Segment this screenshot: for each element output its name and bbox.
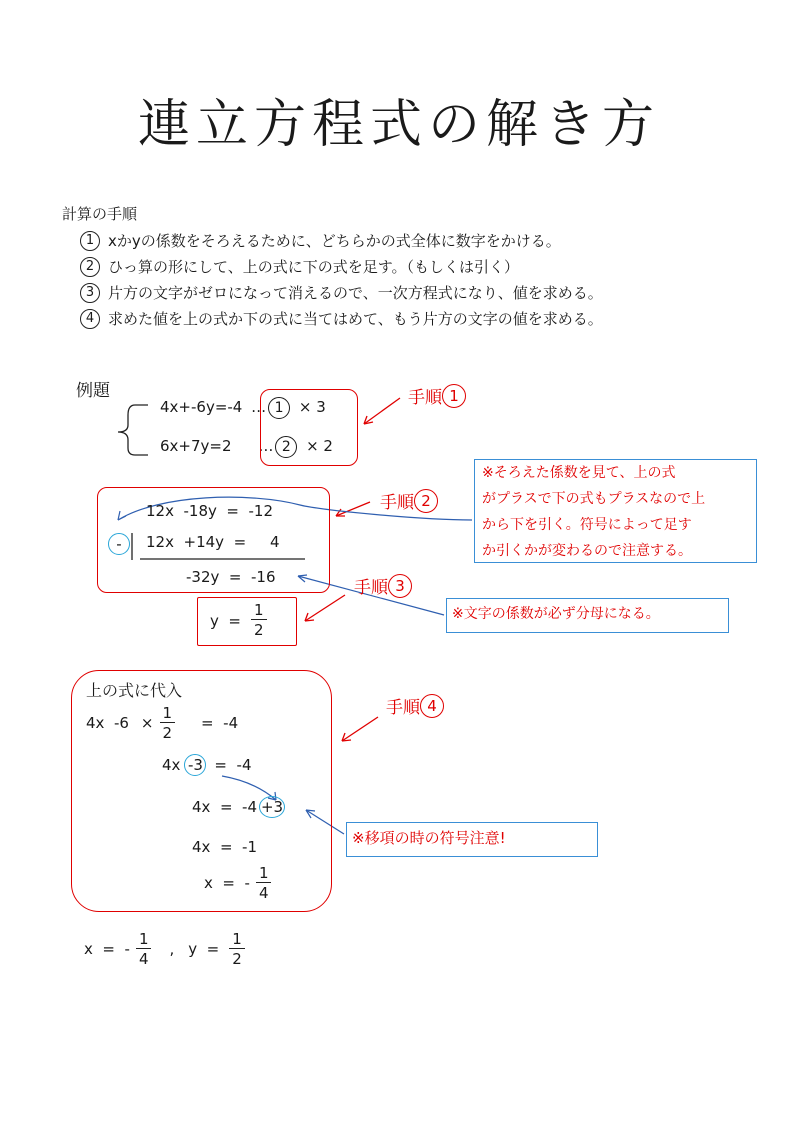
step-1-label: 手順 1 bbox=[408, 383, 466, 408]
multiplier-box bbox=[260, 389, 358, 466]
minus-circle: - bbox=[108, 533, 130, 555]
step-2-label: 手順 2 bbox=[380, 488, 438, 513]
step-text: ひっ算の形にして、上の式に下の式を足す。（もしくは引く） bbox=[108, 258, 520, 276]
plus-three-circle: +3 bbox=[260, 798, 284, 816]
page-title: 連立方程式の解き方 bbox=[137, 95, 660, 155]
fraction: $\frac{1}{4}$ bbox=[136, 930, 152, 969]
step-4-label: 手順 4 bbox=[386, 693, 444, 718]
minus-three-circle: -3 bbox=[184, 754, 206, 776]
y-result: y = $\frac{1}{2}$ bbox=[210, 597, 267, 644]
substitution-line-4: 4x = -1 bbox=[192, 838, 258, 856]
procedure-heading: 計算の手順 bbox=[62, 205, 138, 223]
step-number: 3 bbox=[80, 283, 100, 303]
fraction: $\frac{1}{2}$ bbox=[160, 704, 176, 743]
coefficient-note: ※そろえた係数を見て、上の式 がプラスで下の式もプラスなので上 から下を引く。符号によって足す か引くかが変わるので注意する。 bbox=[482, 465, 706, 559]
fraction: $\frac{1}{2}$ bbox=[251, 601, 267, 640]
substitution-line-3: 4x = -4 +3 bbox=[192, 798, 284, 816]
fraction: $\frac{1}{2}$ bbox=[229, 930, 245, 969]
substitution-line-2: 4x -3 = -4 bbox=[162, 756, 252, 774]
substitution-line-5: x = - $\frac{1}{4}$ bbox=[204, 860, 271, 906]
system-brace bbox=[118, 405, 148, 455]
elimination-row-1: 12x -18y = -12 bbox=[146, 502, 274, 520]
final-answer: x = - $\frac{1}{4}$ , y = $\frac{1}{2}$ bbox=[84, 926, 245, 972]
equation-number: 2 bbox=[275, 436, 297, 458]
denominator-note: ※文字の係数が必ず分母になる。 bbox=[452, 606, 660, 622]
substitution-line-1: 4x -6 × $\frac{1}{2}$ = -4 bbox=[86, 703, 239, 742]
step-number: 4 bbox=[80, 309, 100, 329]
step-3-label: 手順 3 bbox=[354, 573, 412, 598]
red-arrow bbox=[364, 398, 400, 424]
equation-2: 6x+7y=2 … 2 × 2 bbox=[160, 436, 333, 458]
example-label: 例題 bbox=[76, 381, 110, 401]
equation-number: 1 bbox=[268, 397, 290, 419]
red-arrow bbox=[305, 595, 345, 621]
elimination-row-2: 12x +14y = 4 bbox=[146, 533, 280, 551]
step-text: 求めた値を上の式か下の式に当てはめて、もう片方の文字の値を求める。 bbox=[108, 310, 603, 328]
elimination-result: -32y = -16 bbox=[186, 568, 276, 586]
step-text: xかyの係数をそろえるために、どちらかの式全体に数字をかける。 bbox=[108, 232, 561, 250]
step-number: 1 bbox=[80, 231, 100, 251]
step-text: 片方の文字がゼロになって消えるので、一次方程式になり、値を求める。 bbox=[108, 284, 603, 302]
red-arrow bbox=[342, 717, 378, 741]
equation-1: 4x+-6y=-4 … 1 × 3 bbox=[160, 397, 326, 419]
step-number: 2 bbox=[80, 257, 100, 277]
fraction: $\frac{1}{4}$ bbox=[256, 864, 272, 903]
substitution-heading: 上の式に代入 bbox=[86, 681, 183, 700]
transpose-note: ※移項の時の符号注意! bbox=[352, 829, 506, 847]
